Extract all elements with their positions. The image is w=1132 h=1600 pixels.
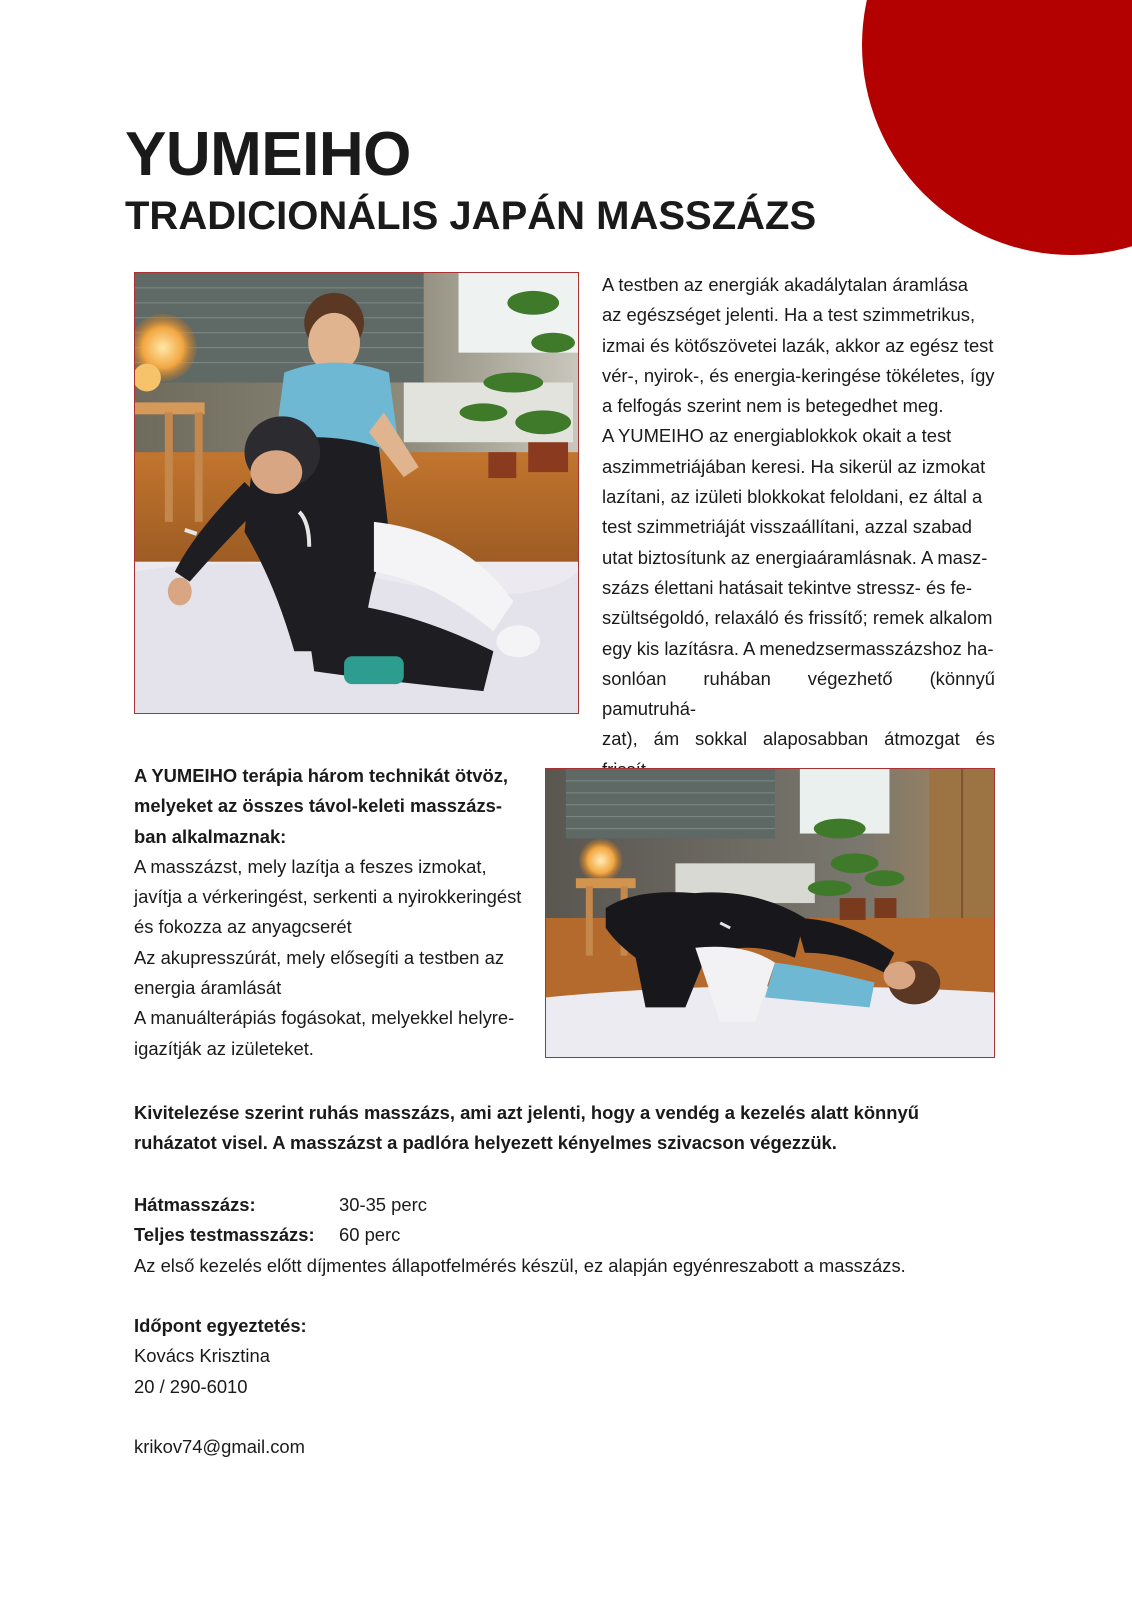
techniques-line: A manuálterápiás fogásokat, melyekkel helyre- [134,1007,515,1029]
techniques-heading-line: ban alkalmaznak: [134,825,287,847]
intro-line: szültségoldó, relaxáló és frissítő; remek alkalom [602,607,993,629]
techniques-line: igazítják az izületeket. [134,1037,314,1059]
techniques-line: javítja a vérkeringést, serkenti a nyirokkeringést [134,886,522,908]
contact-email: krikov74@gmail.com [134,1436,305,1458]
techniques-line: energia áramlását [134,977,282,999]
contact-heading: Időpont egyeztetés: [134,1315,307,1336]
page-subtitle: TRADICIONÁLIS JAPÁN MASSZÁZS [125,194,817,238]
red-circle-decoration [862,0,1132,255]
intro-line: az egészséget jelenti. Ha a test szimmetrikus, [602,304,976,326]
duration-label: Hátmasszázs: [134,1194,256,1215]
techniques-heading-line: A YUMEIHO terápia három technikát ötvöz, [134,765,509,786]
intro-line: sonlóan ruhában végezhető (könnyű pamutruhá- [602,667,995,720]
clothing-line: Kivitelezése szerint ruhás masszázs, ami azt jelenti, hogy a vendég a kezelés alatt könnyű [134,1102,919,1123]
page-title: YUMEIHO [125,120,411,189]
durations-section [134,1190,1034,1281]
intro-line: zat), ám sokkal alaposabban átmozgat és [602,728,995,750]
techniques-line: Az akupresszúrát, mely elősegíti a testben az [134,946,505,968]
clothing-paragraph [134,1098,996,1159]
intro-line: test szimmetriáját visszaállítani, azzal szabad [602,516,972,538]
duration-label: Teljes testmasszázs: [134,1224,315,1246]
techniques-line: A masszázst, mely lazítja a feszes izmokat, [134,855,487,877]
clothing-line: ruházatot visel. A masszázst a padlóra helyezett kényelmes szivacson végezzük. [134,1132,837,1154]
intro-line: egy kis lazításra. A menedzsermasszázshoz ha- [602,637,994,659]
techniques-heading-line: melyeket az összes távol-keleti masszázs- [134,795,503,817]
duration-value: 60 perc [339,1224,401,1246]
intro-line: A testben az energiák akadálytalan áramlása [602,274,968,295]
durations-note: Az első kezelés előtt díjmentes állapotfelmérés készül, ez alapján egyénreszabott a masszázs. [134,1254,906,1276]
contact-name: Kovács Krisztina [134,1345,270,1367]
intro-line: aszimmetriájában keresi. Ha sikerül az izmokat [602,455,986,477]
duration-row [134,1220,1034,1250]
techniques-line: és fokozza az anyagcserét [134,916,352,938]
massage-photo-seated-image [135,273,578,713]
massage-photo-stretch-image [546,769,994,1057]
intro-line: a felfogás szerint nem is betegedhet meg. [602,395,944,417]
massage-photo-stretch [545,768,995,1058]
intro-line: izmai és kötőszövetei lazák, akkor az egész test [602,334,994,356]
intro-line: A YUMEIHO az energiablokkok okait a test [602,425,952,447]
contact-section [134,1311,634,1462]
intro-paragraph [602,270,995,785]
contact-spacer [134,1402,634,1432]
intro-line: lazítani, az izületi blokkokat feloldani, ez által a [602,486,983,508]
intro-line: utat biztosítunk az energiaáramlásnak. A masz- [602,546,988,568]
intro-line: vér-, nyirok-, és energia-keringése tökéletes, így [602,364,995,386]
massage-photo-seated [134,272,579,714]
duration-row [134,1190,1034,1220]
contact-phone: 20 / 290-6010 [134,1375,248,1397]
intro-line: százs élettani hatásait tekintve stressz- és fe- [602,576,973,598]
duration-value: 30-35 perc [339,1194,427,1215]
techniques-section [134,761,524,1064]
